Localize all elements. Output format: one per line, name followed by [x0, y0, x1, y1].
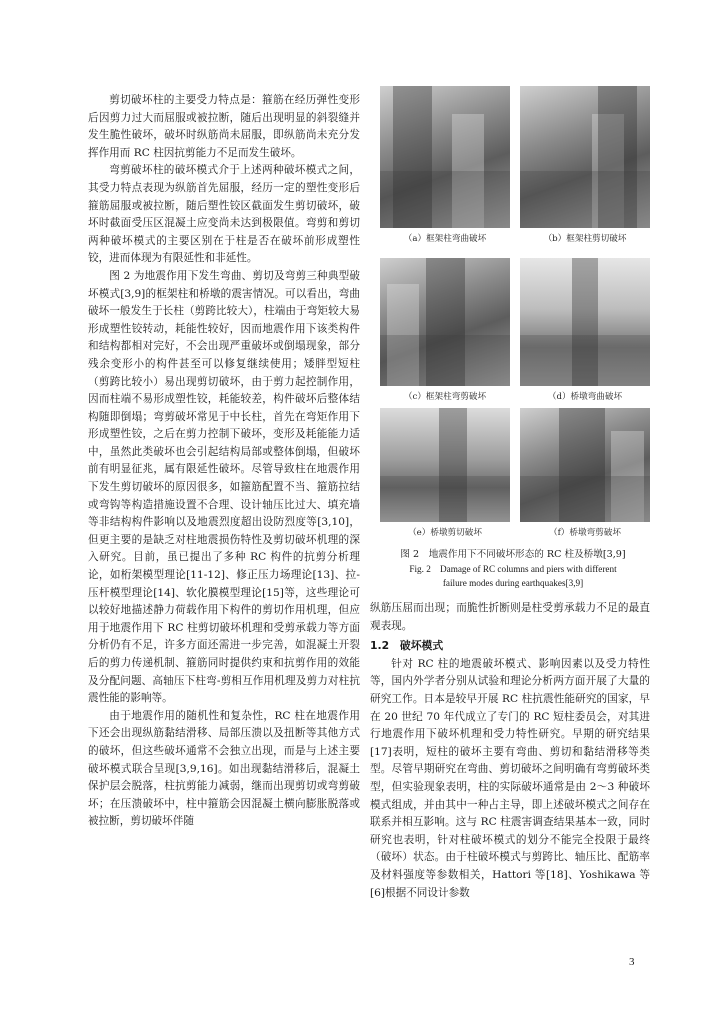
photo-pier-flexure-shear-failure	[520, 408, 650, 522]
photo-frame-column-shear-failure	[520, 86, 650, 228]
photo-pier-shear-failure	[380, 408, 510, 522]
figure-title-en-line2: failure modes during earthquakes[3,9]	[442, 578, 584, 588]
figure-2	[374, 86, 652, 596]
caption-e: （e）桥墩剪切破坏	[408, 528, 482, 538]
paragraph: 图 2 为地震作用下发生弯曲、剪切及弯剪三种典型破坏模式[3,9]的框架柱和桥墩的震害情况。可以看出，弯曲破坏一般发生于长柱（剪跨比较大），柱端由于弯矩较大易形成塑性铰转动，耗能性较好，因而地震作用下该类构件和结构都相对完好，不会出现严重破坏或倒塌现象，部分残余变形小的构件甚至可以修复继续使用；矮胖型短柱（剪跨比较小）易出现剪切破坏，由于剪力起控制作用，因而柱端不易形成塑性铰，耗能较差，构件破坏后整体结构随即倒塌；弯剪破坏常见于中长柱，首先在弯矩作用下形成塑性铰，之后在剪力控制下破坏，变形及耗能能力适中，虽然此类破坏也会引起结构局部或整体倒塌，但破坏前有明显征兆，属有限延性破坏。尽管导致柱在地震作用下发生剪切破坏的原因很多，如箍筋配置不当、箍筋拉结或弯钩等构造措施设置不合理、设计轴压比过大、填充墙等非结构构件影响以及地震烈度超出设防烈度等[3,10]，但更主要的是缺乏对柱地震损伤特性及剪切破坏机理的深入研究。目前，虽已提出了多种 RC 构件的抗剪分析理论，如桁架模型理论[11-12]、修正压力场理论[13]、拉-压杆模型理论[14]、软化膜模型理论[15]等，这些理论可以较好地描述静力荷载作用下构件的剪切作用机理，但应用于地震作用下 RC 柱剪切破坏机理和受剪承载力等方面分析仍有不足，许多方面还需进一步完善，如混凝土开裂后的剪力传递机制、箍筋同时提供约束和抗剪作用的效能及分配问题、高轴压下柱弯-剪相互作用机理及剪力对柱抗震性能的影响等。	[88, 269, 360, 705]
figure-title-en-line1: Fig. 2 Damage of RC columns and piers with different	[409, 564, 617, 574]
paragraph: 剪切破坏柱的主要受力特点是：箍筋在经历弹性变形后因剪力过大而屈服或被拉断，随后出现明显的斜裂缝并发生脆性破坏，破坏时纵筋尚未屈服，即纵筋尚未充分发挥作用而 RC 柱因抗剪能力不足而发生破坏。	[88, 94, 360, 159]
paragraph: 针对 RC 柱的地震破坏模式、影响因素以及受力特性等，国内外学者分别从试验和理论分析两方面开展了大量的研究工作。日本是较早开展 RC 柱抗震性能研究的国家，早在 20 世纪 70 年代成立了专门的 RC 短柱委员会，对其进行地震作用下破坏机理和受力特性研究。早期的研究结果[17]表明，短柱的破坏主要有弯曲、剪切和黏结滑移等类型。尽管早期研究在弯曲、剪切破坏之间明确有弯剪破坏类型，但实验现象表明，柱的实际破坏通常是由 2～3 种破坏模式组成，并由其中一种占主导，即上述破坏模式之间存在联系并相互影响。这与 RC 柱震害调查结果基本一致，同时研究也表明，针对柱破坏模式的划分不能完全投限于最终（破坏）状态。由于柱破坏模式与剪跨比、轴压比、配筋率及材料强度等参数相关，Hattori 等[18]、Yoshikawa 等[6]根据不同设计参数	[370, 657, 650, 899]
left-column	[88, 92, 360, 831]
caption-a: （a）框架柱弯曲破坏	[403, 234, 487, 244]
paragraph: 弯剪破坏柱的破坏模式介于上述两种破坏模式之间，其受力特点表现为纵筋首先屈服，经历一定的塑性变形后箍筋屈服或被拉断，随后塑性铰区截面发生剪切破坏，破坏时截面受压区混凝土应变尚未达到极限值。弯剪和剪切两种破坏模式的主要区别在于柱是否在破坏前形成塑性铰，进而体现为有限延性和非延性。	[88, 164, 360, 265]
caption-d: （d）桥墩弯曲破坏	[547, 392, 623, 402]
section-heading: 1.2 破坏模式	[370, 639, 444, 653]
photo-frame-column-flexural-failure	[380, 86, 510, 228]
caption-b: （b）框架柱剪切破坏	[543, 234, 627, 244]
caption-f: （f）桥墩弯剪破坏	[549, 528, 621, 538]
photo-pier-flexural-failure	[520, 258, 650, 386]
caption-c: （c）框架柱弯剪破坏	[403, 392, 487, 402]
paragraph-continuation: 纵筋压屈而出现；而脆性折断则是柱受剪承载力不足的最直观表现。	[370, 602, 650, 632]
photo-frame-column-flexure-shear-failure	[380, 258, 510, 386]
right-column	[370, 600, 650, 902]
figure-title-cn: 图 2 地震作用下不同破坏形态的 RC 柱及桥墩[3,9]	[400, 549, 626, 560]
paragraph: 由于地震作用的随机性和复杂性，RC 柱在地震作用下还会出现纵筋黏结滑移、局部压溃以及扭断等其他方式的破坏，但这些破坏通常不会独立出现，而是与上述主要破坏模式联合呈现[3,9,16]。如出现黏结滑移后，混凝土保护层会脱落，柱抗剪能力减弱，继而出现剪切或弯剪破坏；在压溃破坏中，柱中箍筋会因混凝土横向膨胀脱落或被拉断，剪切破坏伴随	[88, 709, 360, 828]
page-number: 3	[629, 956, 635, 968]
